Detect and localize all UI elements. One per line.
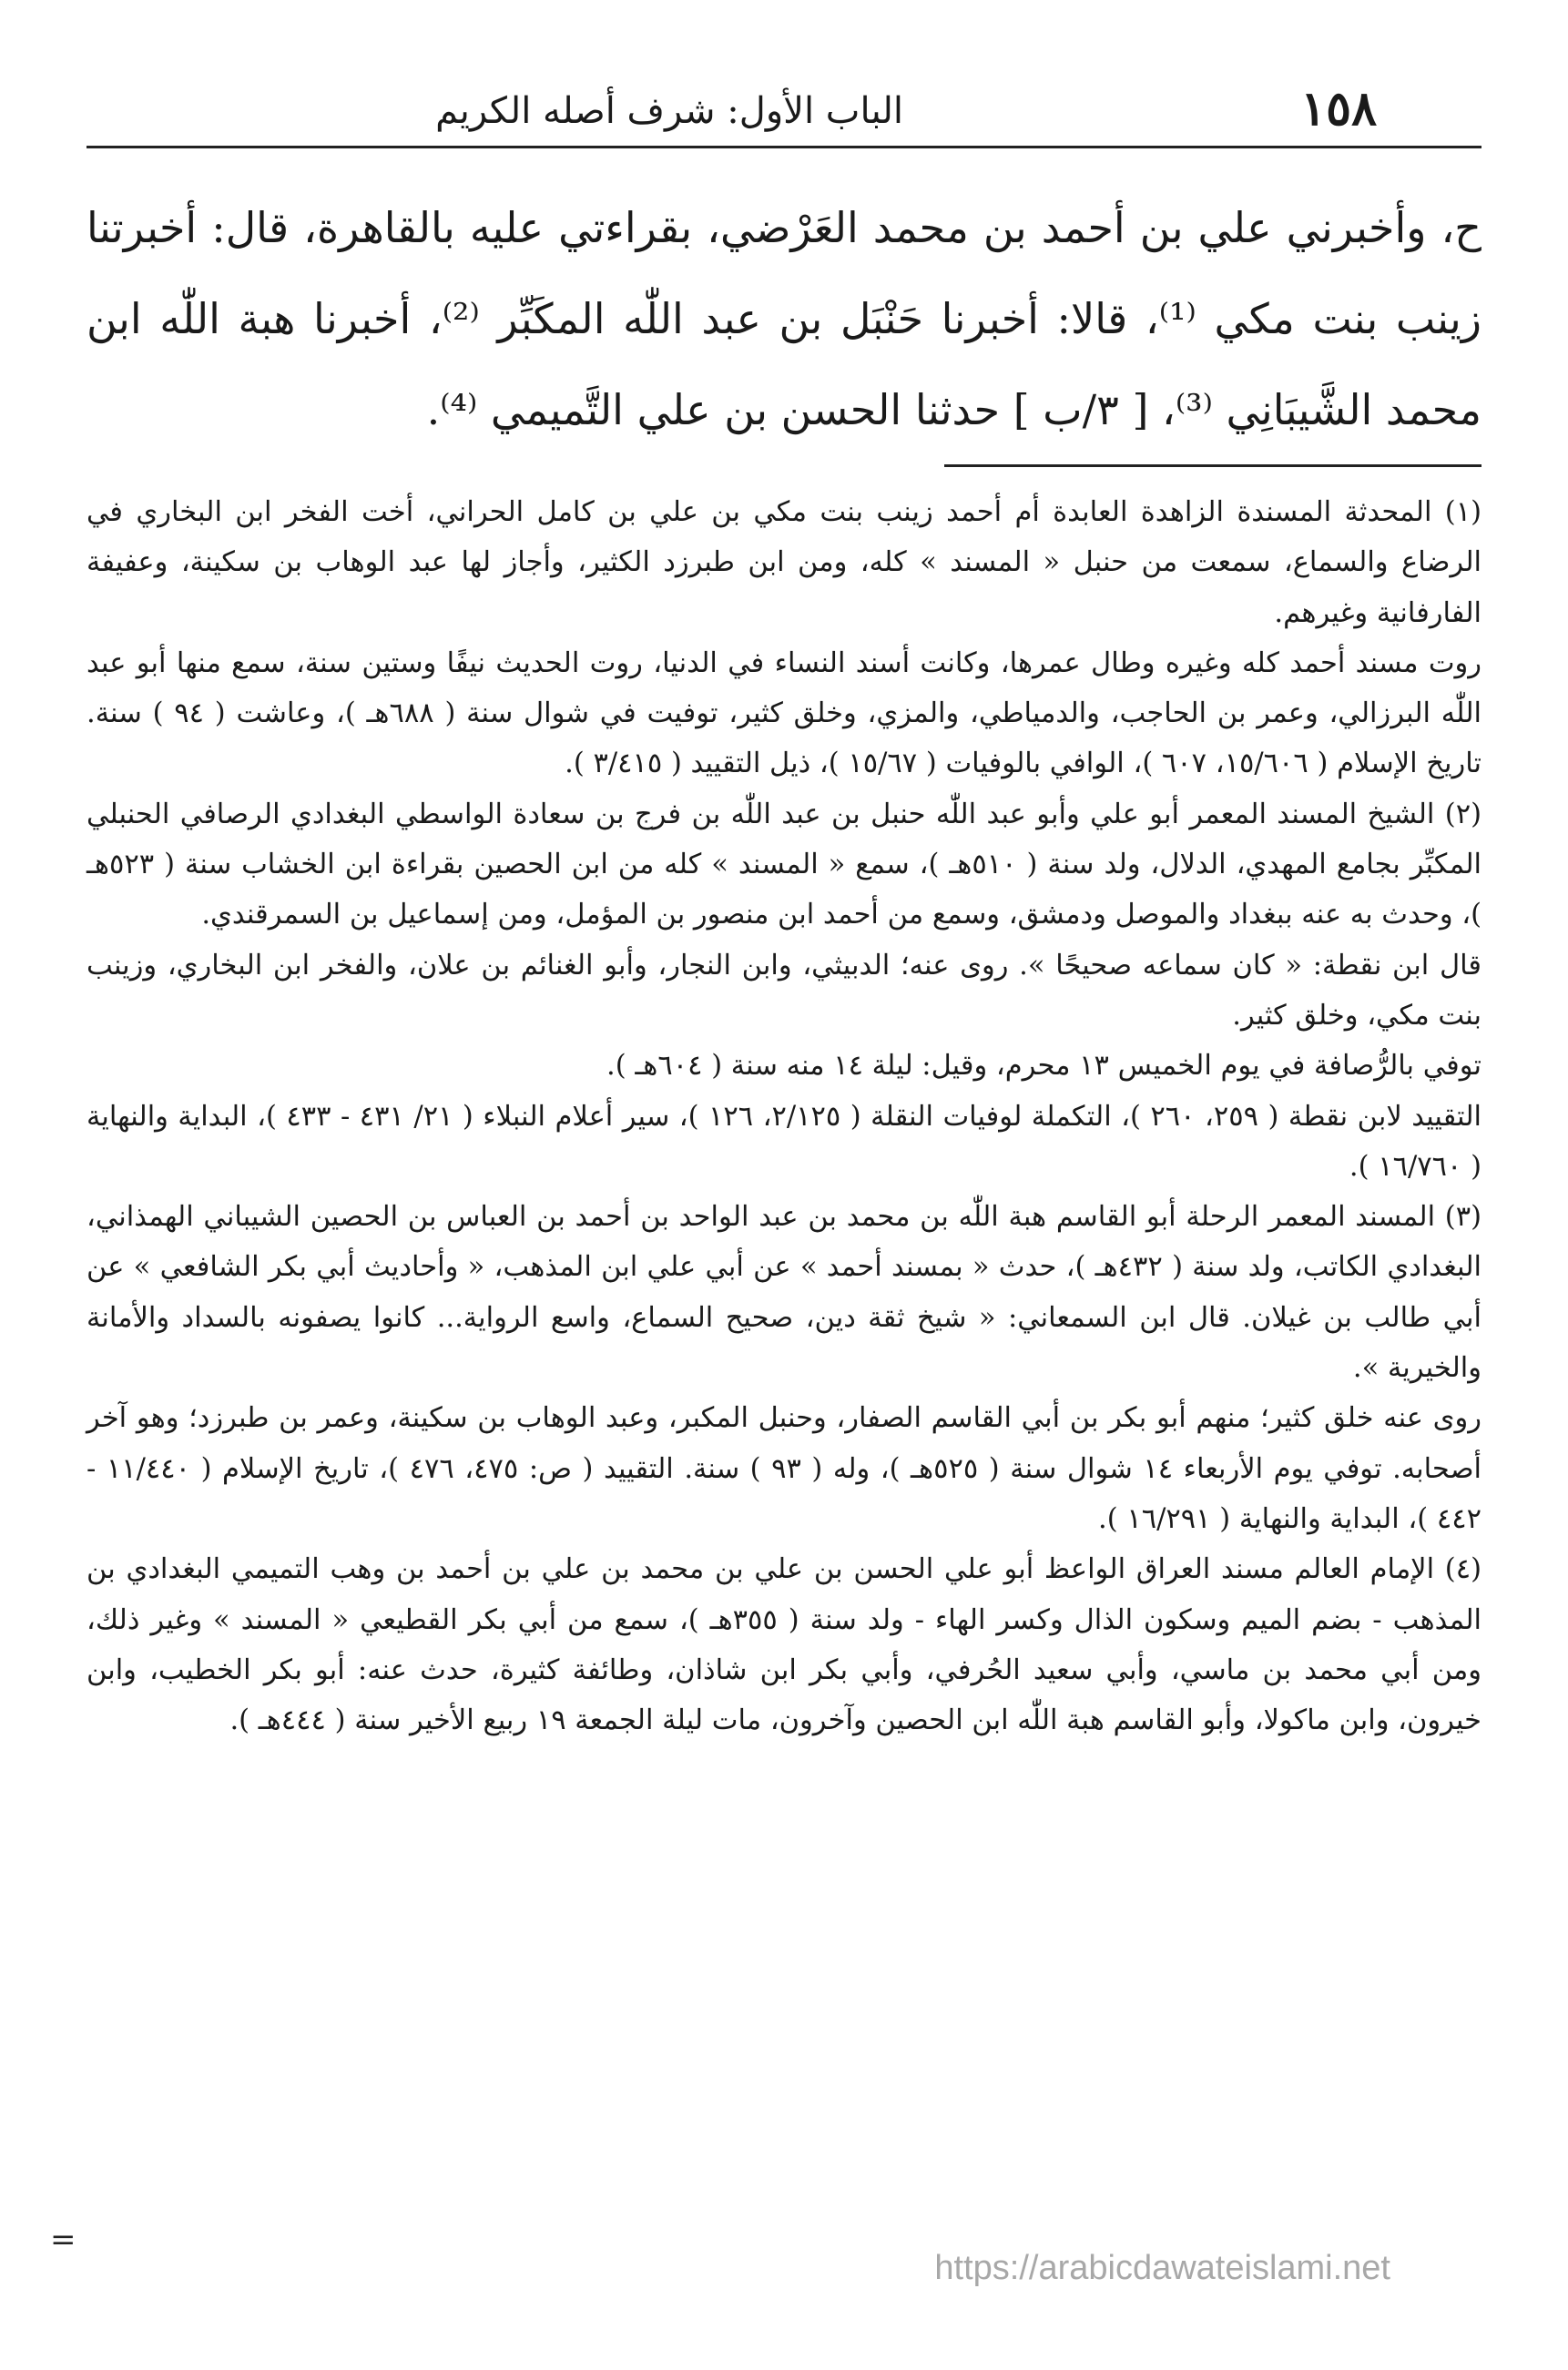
main-text — [87, 182, 1481, 455]
footnote-3: (٣) المسند المعمر الرحلة أبو القاسم هبة اللّٰه بن محمد بن عبد الواحد بن أحمد بن العباس بن الحصين الشيباني الهمذاني، البغدادي الكاتب، ولد سنة ( ٤٣٢هـ )، حدث « بمسند أحمد » عن أبي علي ابن المذهب، « وأحاديث أبي بكر الشافعي » عن أبي طالب بن غيلان. قال ابن السمعاني: « شيخ ثقة دين، صحيح السماع، واسع الرواية... كانوا يصفونه بالسداد والأمانة والخيرية ». — [87, 1201, 1481, 1385]
running-title: الباب الأول: شرف أصله الكريم — [435, 90, 903, 132]
footnote-separator — [944, 464, 1481, 467]
footnote-2-sources: التقييد لابن نقطة ( ٢٥٩، ٢٦٠ )، التكملة لوفيات النقلة ( ٢/١٢٥، ١٢٦ )، سير أعلام النبلاء ( ٢١/ ٤٣١ - ٤٣٣ )، البداية والنهاية ( ١٦/٧٦٠ ). — [87, 1100, 1482, 1183]
footnote-2-continued: قال ابن نقطة: « كان سماعه صحيحًا ». روى عنه؛ الدبيثي، وابن النجار، وأبو الغنائم بن علان، والفخر ابن البخاري، وزينب بنت مكي، وخلق كثير. — [87, 949, 1481, 1032]
footnote-4: (٤) الإمام العالم مسند العراق الواعظ أبو علي الحسن بن علي بن محمد بن علي بن أحمد بن وهب التميمي البغدادي بن المذهب - بضم الميم وسكون الذال وكسر الهاء - ولد سنة ( ٣٥٥هـ )، سمع من أبي بكر القطيعي « المسند » وغير ذلك، ومن أبي محمد بن ماسي، وأبي سعيد الحُرفي، وأبي بكر ابن شاذان، وطائفة كثيرة، حدث عنه: أبو بكر الخطيب، وابن خيرون، وابن ماكولا، وأبو القاسم هبة اللّٰه ابن الحصين وآخرون، مات ليلة الجمعة ١٩ ربيع الأخير سنة ( ٤٤٤هـ ). — [87, 1553, 1482, 1737]
footnote-3-continued: روى عنه خلق كثير؛ منهم أبو بكر بن أبي القاسم الصفار، وحنبل المكبر، وعبد الوهاب بن سكينة، وعمر بن طبرزد؛ وهو آخر أصحابه. توفي يوم الأربعاء ١٤ شوال سنة ( ٥٢٥هـ )، وله ( ٩٣ ) سنة. التقييد ( ص: ٤٧٥، ٤٧٦ )، تاريخ الإسلام ( ١١/٤٤٠ - ٤٤٢ )، البداية والنهاية ( ١٦/٢٩١ ). — [87, 1402, 1481, 1535]
header-rule — [87, 146, 1481, 148]
footnotes — [87, 487, 1481, 1745]
footnote-1: (١) المحدثة المسندة الزاهدة العابدة أم أحمد زينب بنت مكي بن علي بن كامل الحراني، أخت الفخر ابن البخاري في الرضاع والسماع، سمعت من حنبل « المسند » كله، ومن ابن طبرزد الكثير، وأجاز لها عبد الوهاب بن سكينة، وعفيفة الفارفانية وغيرهم. — [87, 496, 1481, 629]
footnote-2-death: توفي بالرُّصافة في يوم الخميس ١٣ محرم، وقيل: ليلة ١٤ منه سنة ( ٦٠٤هـ ). — [606, 1050, 1481, 1083]
watermark: https://arabicdawateislami.net — [934, 2249, 1390, 2287]
page-number: ١٥٨ — [1300, 81, 1377, 137]
continuation-mark: = — [50, 2222, 76, 2258]
main-paragraph: ح، وأخبرني علي بن أحمد بن محمد العَرْضي، بقراءتي عليه بالقاهرة، قال: أخبرتنا زينب بنت مكي ⁽¹⁾، قالا: أخبرنا حَنْبَل بن عبد اللّٰه المكَبِّر ⁽²⁾، أخبرنا هبة اللّٰه ابن محمد الشَّيبَانِي ⁽³⁾، [ ٣/ب ] حدثنا الحسن بن علي التَّميمي ⁽⁴⁾. — [87, 203, 1481, 434]
footnote-1-continued: روت مسند أحمد كله وغيره وطال عمرها، وكانت أسند النساء في الدنيا، روت الحديث نيفًا وستين سنة، سمع منها أبو عبد اللّٰه البرزالي، وعمر بن الحاجب، والدمياطي، والمزي، وخلق كثير، توفيت في شوال سنة ( ٦٨٨هـ )، وعاشت ( ٩٤ ) سنة. تاريخ الإسلام ( ١٥/٦٠٦، ٦٠٧ )، الوافي بالوفيات ( ١٥/٦٧ )، ذيل التقييد ( ٣/٤١٥ ). — [87, 646, 1482, 780]
page-header — [87, 82, 1377, 137]
footnote-2: (٢) الشيخ المسند المعمر أبو علي وأبو عبد اللّٰه حنبل بن عبد اللّٰه بن فرج بن سعادة الواسطي البغدادي الرصافي الحنبلي المكبِّر بجامع المهدي، الدلال، ولد سنة ( ٥١٠هـ )، سمع « المسند » كله من ابن الحصين بقراءة ابن الخشاب سنة ( ٥٢٣هـ )، وحدث به عنه ببغداد والموصل ودمشق، وسمع من أحمد ابن منصور بن المؤمل، ومن إسماعيل بن السمرقندي. — [87, 798, 1481, 931]
